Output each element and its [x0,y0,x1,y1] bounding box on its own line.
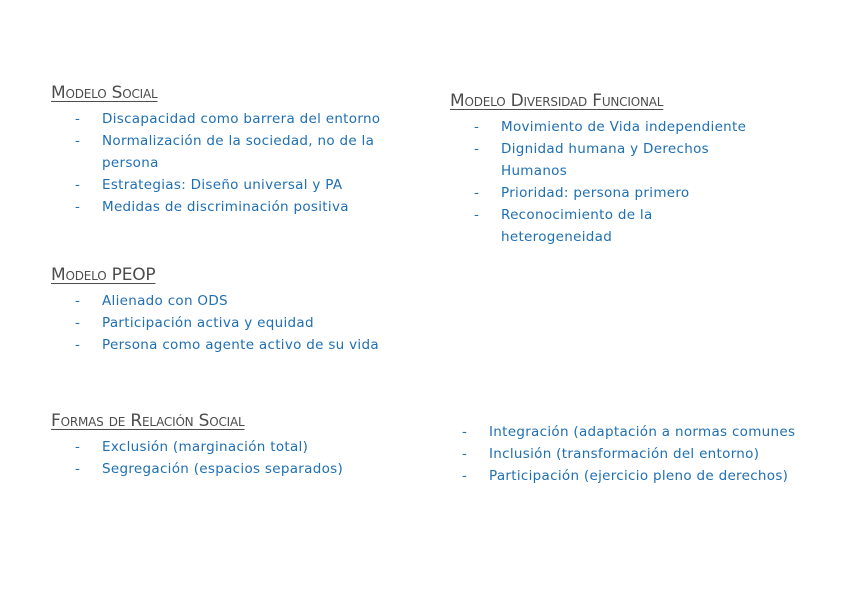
list-item-text: Segregación (espacios separados) [102,461,344,477]
list-item-text: Discapacidad como barrera del entorno [102,111,381,127]
list-item [51,436,411,458]
list-item-text: Alienado con ODS [102,293,228,309]
list-item-text: Integración (adaptación a normas comunes [489,424,796,440]
formas-relacion-list [51,436,411,480]
modelo-diversidad-list [450,116,750,248]
list-item [51,130,401,174]
list-item [51,196,401,218]
bullet-dash: - [75,199,81,215]
list-item-text: Participación (ejercicio pleno de derechos) [489,468,789,484]
list-item [436,443,848,465]
modelo-social-list [51,108,401,218]
list-item-text: Inclusión (transformación del entorno) [489,446,760,462]
formas-relacion-right-section [436,421,848,487]
bullet-dash: - [75,293,81,309]
formas-relacion-section [51,410,411,480]
bullet-dash: - [462,446,468,462]
modelo-peop-section [51,264,421,356]
modelo-social-heading: Modelo Social [51,83,158,103]
list-item [51,290,421,312]
list-item-text: Dignidad humana y Derechos Humanos [501,141,709,179]
list-item [436,465,848,487]
list-item-text: Participación activa y equidad [102,315,314,331]
bullet-dash: - [75,111,81,127]
list-item [450,204,750,248]
list-item-text: Exclusión (marginación total) [102,439,309,455]
bullet-dash: - [75,439,81,455]
list-item-text: Reconocimiento de la heterogeneidad [501,207,653,245]
list-item-text: Movimiento de Vida independiente [501,119,747,135]
formas-relacion-heading: Formas de Relación Social [51,411,245,431]
formas-relacion-right-list [436,421,848,487]
modelo-diversidad-heading: Modelo Diversidad Funcional [450,91,664,111]
modelo-peop-heading: Modelo PEOP [51,265,156,285]
bullet-dash: - [474,119,480,135]
list-item [450,138,750,182]
list-item [51,334,421,356]
bullet-dash: - [474,185,480,201]
list-item [51,108,401,130]
list-item [51,174,401,196]
list-item [450,116,750,138]
list-item-text: Persona como agente activo de su vida [102,337,379,353]
bullet-dash: - [474,207,480,223]
list-item [51,458,411,480]
bullet-dash: - [462,424,468,440]
list-item-text: Normalización de la sociedad, no de la persona [102,133,375,171]
bullet-dash: - [462,468,468,484]
modelo-social-section [51,82,401,218]
list-item-text: Estrategias: Diseño universal y PA [102,177,343,193]
bullet-dash: - [75,337,81,353]
modelo-diversidad-section [450,90,750,248]
bullet-dash: - [75,461,81,477]
list-item [450,182,750,204]
list-item-text: Prioridad: persona primero [501,185,690,201]
modelo-peop-list [51,290,421,356]
list-item [436,421,848,443]
bullet-dash: - [474,141,480,157]
list-item-text: Medidas de discriminación positiva [102,199,349,215]
bullet-dash: - [75,133,81,149]
bullet-dash: - [75,315,81,331]
bullet-dash: - [75,177,81,193]
list-item [51,312,421,334]
